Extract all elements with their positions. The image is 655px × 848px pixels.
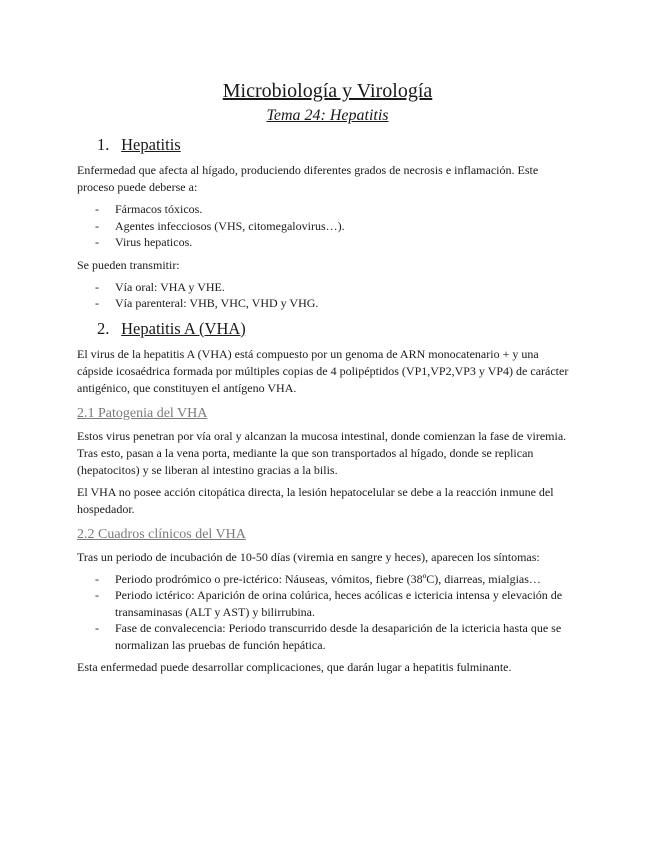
list-dash: - <box>95 218 99 233</box>
list-item <box>77 218 577 235</box>
paragraph: Estos virus penetran por vía oral y alcanzan la mucosa intestinal, donde comienzan la fase de viremia. Tras esto, pasan a la vena porta, mediante la que son transportados al hígado, donde se replican (hepatocitos) y se liberan al intestino gracias a la bilis. <box>77 428 567 477</box>
list-dash: - <box>95 588 99 602</box>
list-item <box>77 587 577 620</box>
list-dash: - <box>95 235 99 249</box>
paragraph: Tras un periodo de incubación de 10-50 días (viremia en sangre y heces), aparecen los síntomas: <box>77 549 540 564</box>
list-item <box>77 201 577 218</box>
list-item-text: Periodo prodrómico o pre-ictérico: Náuseas, vómitos, fiebre (38ºC), diarreas, mialgias… <box>115 571 541 586</box>
paragraph: Se pueden transmitir: <box>77 257 180 272</box>
list-dash: - <box>95 279 99 294</box>
list-item-text: Fase de convalecencia: Periodo transcurrido desde la desaparición de la ictericia hasta que se normalizan las pruebas de función hepática. <box>115 621 562 652</box>
list-item-text: Agentes infecciosos (VHS, citomegalovirus…). <box>115 218 345 233</box>
document-body <box>77 134 577 681</box>
causes-list <box>77 201 577 251</box>
paragraph: El VHA no posee acción citopática directa, la lesión hepatocelular se debe a la reacción inmune del hospedador. <box>77 484 554 516</box>
symptoms-list <box>77 571 577 654</box>
list-item <box>77 571 577 588</box>
list-item-text: Vía oral: VHA y VHE. <box>115 279 225 294</box>
list-item <box>77 295 577 312</box>
document-title: Microbiología y Virología <box>222 80 433 102</box>
list-item-text: Virus hepaticos. <box>115 235 193 249</box>
list-item <box>77 279 577 296</box>
section-heading-hepatitis-a <box>97 318 577 340</box>
subsection-heading-patogenia: 2.1 Patogenia del VHA <box>77 405 208 421</box>
transmission-list <box>77 279 577 312</box>
paragraph: Esta enfermedad puede desarrollar complicaciones, que darán lugar a hepatitis fulminante. <box>77 660 512 674</box>
document-subtitle: Tema 24: Hepatitis <box>266 107 389 124</box>
section-heading-hepatitis <box>97 134 577 156</box>
paragraph: El virus de la hepatitis A (VHA) está compuesto por un genoma de ARN monocatenario + y una cápside icosaédrica formada por múltiples copias de 4 polipéptidos (VP1,VP2,VP3 y VP4) de carácter antigénico, que constituyen el antígeno VHA. <box>77 346 569 395</box>
paragraph: Enfermedad que afecta al hígado, produciendo diferentes grados de necrosis e inflamación. Este proceso puede deberse a: <box>77 163 539 194</box>
list-dash: - <box>95 296 99 310</box>
list-dash: - <box>95 571 99 586</box>
list-item-text: Fármacos tóxicos. <box>115 202 203 216</box>
list-dash: - <box>95 202 99 216</box>
list-item <box>77 234 577 251</box>
list-item-text: Vía parenteral: VHB, VHC, VHD y VHG. <box>115 296 319 310</box>
section-number: 2. <box>97 318 110 338</box>
list-item-text: Periodo ictérico: Aparición de orina colúrica, heces acólicas e ictericia intensa y elevación de transaminasas (ALT y AST) y bilirrubina. <box>115 588 563 619</box>
section-title: Hepatitis A (VHA) <box>121 318 246 338</box>
section-number: 1. <box>97 135 110 154</box>
list-item <box>77 620 577 653</box>
subsection-heading-cuadros-clinicos: 2.2 Cuadros clínicos del VHA <box>77 526 246 542</box>
list-dash: - <box>95 621 99 635</box>
section-title: Hepatitis <box>121 135 181 154</box>
